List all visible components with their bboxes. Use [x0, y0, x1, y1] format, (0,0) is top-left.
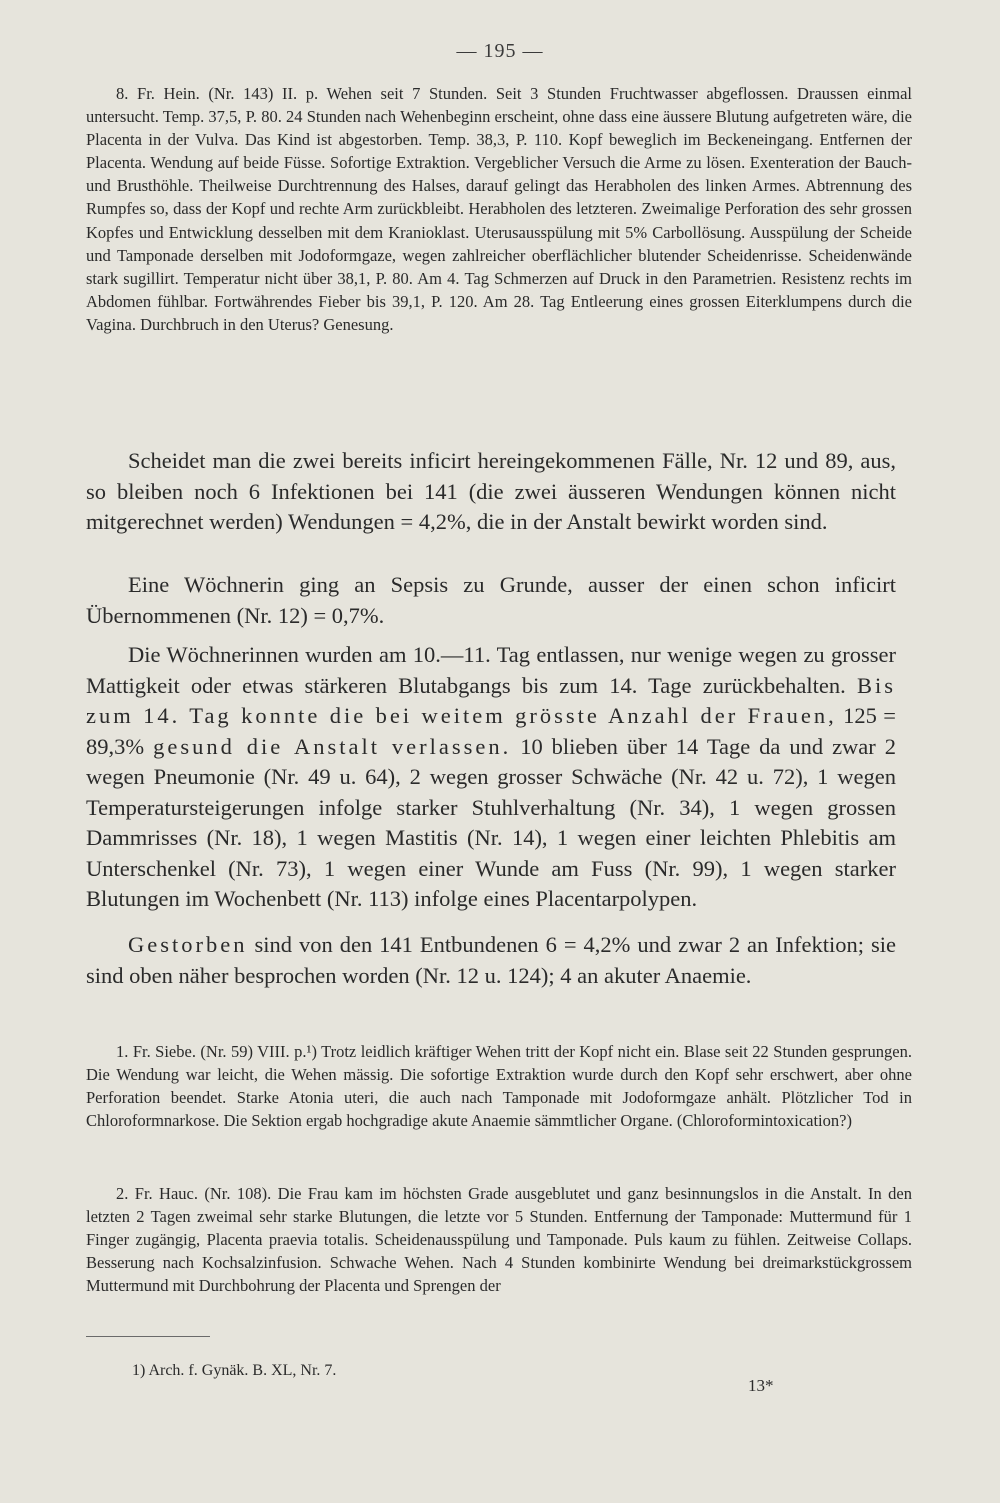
signature-mark: 13* — [748, 1376, 774, 1395]
discharge-text-b: 125 = 89,3% — [86, 703, 896, 759]
case-1-report: 1. Fr. Siebe. (Nr. 59) VIII. p.¹) Trotz leidlich kräftiger Wehen tritt der Kopf nicht ein. Blase seit 22 Stunden gesprungen. Die Wendung war leicht, die Wehen mässig. Die sofortige Extraktion wurde durch den Kopf sehr erschwert, aber ohne Perforation beendet. Starke Atonia uteri, die auch nach Tamponade mit Jodoformgaze anhält. Plötzlicher Tod in Chloroformnarkose. Die Sektion ergab hochgradige akute Anaemie sämmtlicher Organe. (Chloroformintoxication?) — [86, 1042, 912, 1131]
discharge-spaced-a: Bis zum 14. Tag konnte die bei weitem grösste Anzahl der Frauen, — [86, 672, 896, 728]
discharge-text-c: 10 blieben über 14 Tage da und zwar 2 wegen Pneumonie (Nr. 49 u. 64), 2 wegen grosser Schwäche (Nr. 42 u. 72), 1 wegen Temperatursteigerungen infolge starker Stuhlverhaltung (Nr. 34), 1 wegen grossen Dammrisses (Nr. 18), 1 wegen Mastitis (Nr. 14), 1 wegen einer leichten Phlebitis am Unterschenkel (Nr. 73), 1 wegen einer Wunde am Fuss (Nr. 99), 1 wegen starker Blutungen im Wochenbett (Nr. 113) infolge eines Placentarpolypen. — [86, 733, 896, 911]
case-2-report: 2. Fr. Hauc. (Nr. 108). Die Frau kam im höchsten Grade ausgeblutet und ganz besinnungslos in die Anstalt. In den letzten 2 Tagen zweimal sehr starke Blutungen, die letzte vor 5 Stunden. Entfernung der Tamponade: Muttermund für 1 Finger zugängig, Placenta praevia totalis. Scheidenausspülung und Tamponade. Puls kaum zu fühlen. Zeitweise Collaps. Besserung nach Kochsalzinfusion. Schwache Wehen. Nach 4 Stunden kombinirte Wendung bei dreimarkstückgrossem Muttermund mit Durchbohrung der Placenta und Sprengen der — [86, 1184, 912, 1296]
discharge-spaced-b: gesund die Anstalt verlassen. — [153, 733, 512, 759]
paragraph-deaths — [86, 930, 896, 991]
page-number: — 195 — — [456, 40, 544, 62]
paragraph-infections: Scheidet man die zwei bereits inficirt hereingekommenen Fälle, Nr. 12 und 89, aus, so bleiben noch 6 Infektionen bei 141 (die zwei äusseren Wendungen können nicht mitgerechnet werden) Wendungen = 4,2%, die in der Anstalt bewirkt worden sind. — [86, 448, 896, 534]
paragraph-sepsis: Eine Wöchnerin ging an Sepsis zu Grunde, ausser der einen schon inficirt Übernommenen (Nr. 12) = 0,7%. — [86, 572, 896, 628]
discharge-text-a: Die Wöchnerinnen wurden am 10.—11. Tag entlassen, nur wenige wegen zu grosser Mattigkeit oder etwas stärkeren Blutabgangs bis zum 14. Tage zurückbehalten. — [86, 642, 896, 698]
footnote-rule — [86, 1336, 210, 1337]
footnote: 1) Arch. f. Gynäk. B. XL, Nr. 7. — [132, 1362, 337, 1379]
paragraph-discharge — [86, 640, 896, 915]
case-8-report: 8. Fr. Hein. (Nr. 143) II. p. Wehen seit 7 Stunden. Seit 3 Stunden Fruchtwasser abgeflossen. Draussen einmal untersucht. Temp. 37,5, P. 80. 24 Stunden nach Wehenbeginn erscheint, ohne dass eine äussere Blutung aufgetreten wäre, die Placenta in der Vulva. Das Kind ist abgestorben. Temp. 38,3, P. 110. Kopf beweglich im Beckeneingang. Entfernen der Placenta. Wendung auf beide Füsse. Sofortige Extraktion. Vergeblicher Versuch die Arme zu lösen. Exenteration der Bauch- und Brusthöhle. Theilweise Durchtrennung des Halses, darauf gelingt das Herabholen des linken Armes. Abtrennung des Rumpfes so, dass der Kopf und rechte Arm zurückbleibt. Herabholen des letzteren. Zweimalige Perforation des sehr grossen Kopfes und Entwicklung desselben mit dem Kranioklast. Uterusausspülung mit 5% Carbollösung. Ausspülung der Scheide und Tamponade derselben mit Jodoformgaze, wegen zahlreicher oberflächlicher blutender Scheidenrisse. Scheidenwände stark sugillirt. Temperatur nicht über 38,1, P. 80. Am 4. Tag Schmerzen auf Druck in den Parametrien. Resistenz rechts im Abdomen fühlbar. Fortwährendes Fieber bis 39,1, P. 120. Am 28. Tag Entleerung eines grossen Eiterklumpens durch die Vagina. Durchbruch in den Uterus? Genesung. — [86, 84, 912, 334]
deaths-spaced: Gestorben — [128, 932, 248, 957]
deaths-text: sind von den 141 Entbundenen 6 = 4,2% und zwar 2 an Infektion; sie sind oben näher besprochen worden (Nr. 12 u. 124); 4 an akuter Anaemie. — [86, 932, 896, 988]
